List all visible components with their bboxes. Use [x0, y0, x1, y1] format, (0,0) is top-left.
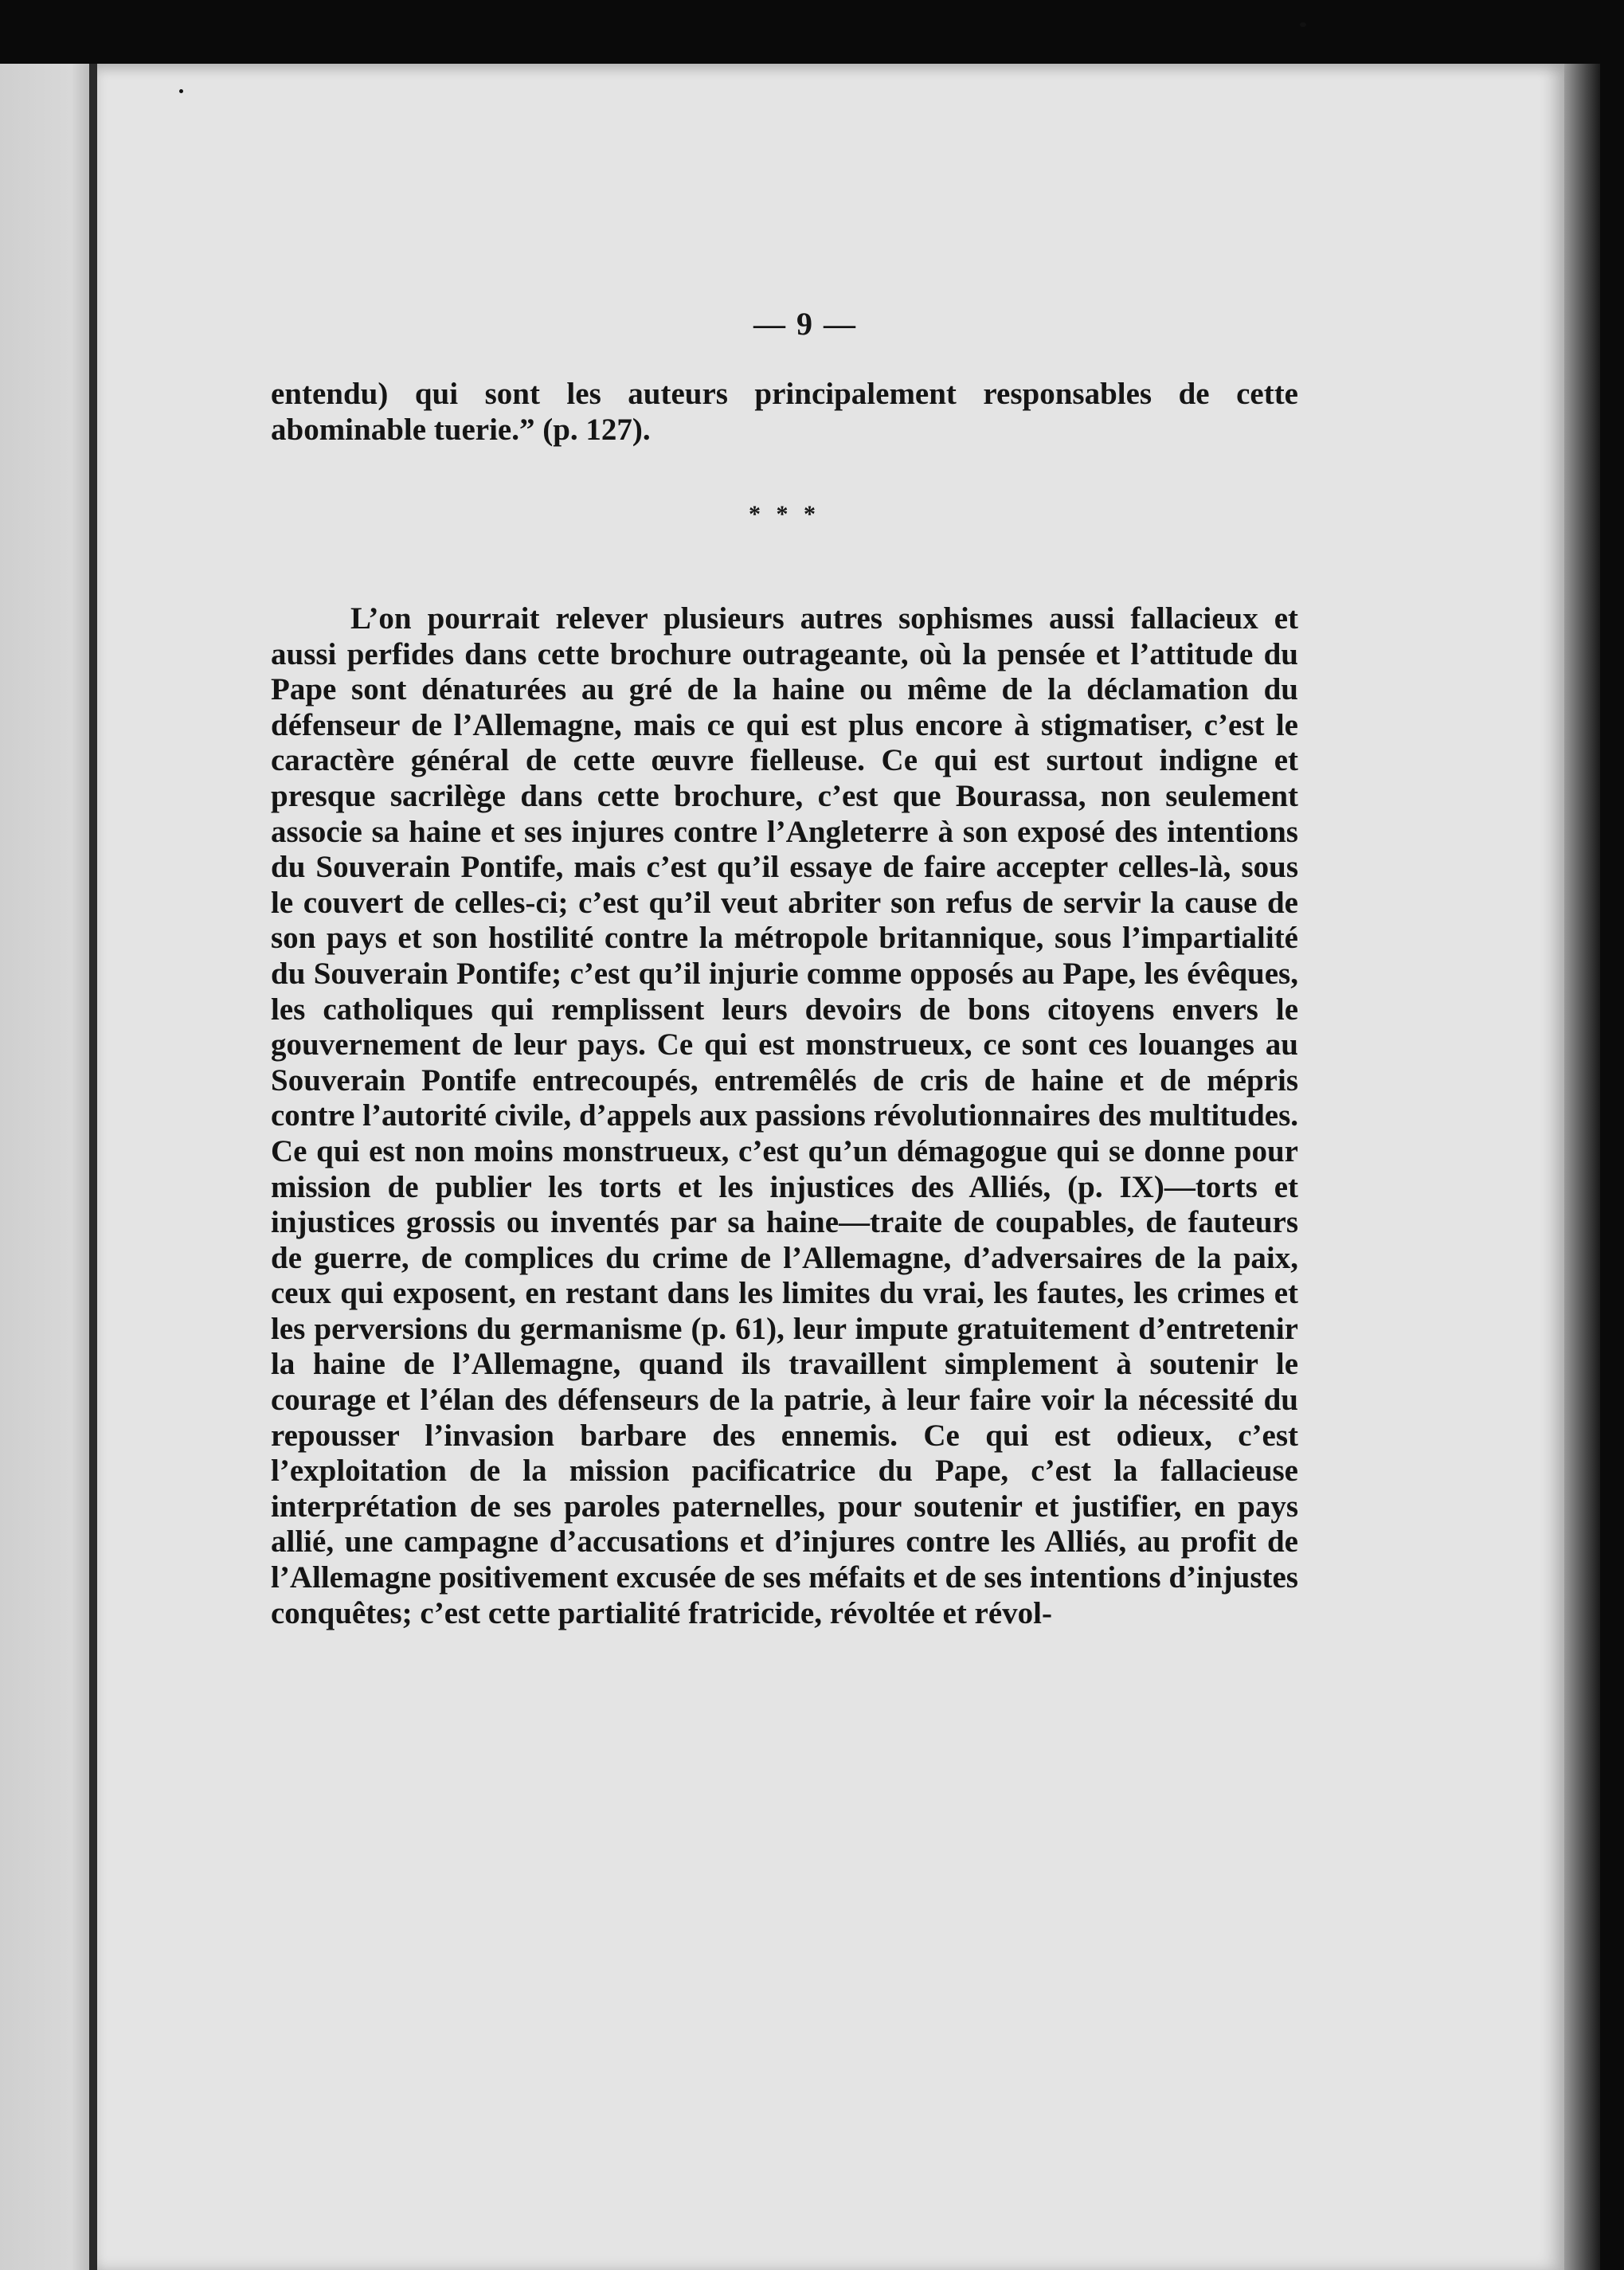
- page-number: — 9 —: [753, 306, 857, 342]
- page-shadow-edge: [1564, 64, 1600, 2270]
- body-paragraph: L’on pourrait relever plusieurs autres sophismes aussi fallacieux et aussi perfides dans cette brochure outrageante, où la pensée et l’attitude du Pape sont dénaturées au gré de la haine ou même de la déclamation du défenseur de l’Allemagne, mais ce qui est plus encore à stigmatiser, c’est le caractère général de cette œuvre fielleuse. Ce qui est surtout indigne et presque sacrilège dans cette brochure, c’est que Bourassa, non seulement associe sa haine et ses injures contre l’Angleterre à son exposé des intentions du Souverain Pontife, mais c’est qu’il essaye de faire accepter celles-là, sous le couvert de celles-ci; c’est qu’il veut abriter son refus de servir la cause de son pays et son hostilité contre la métropole britannique, sous l’impartialité du Souverain Pontife; c’est qu’il injurie comme opposés au Pape, les évêques, les catholiques qui remplissent leurs devoirs de bons citoyens envers le gouvernement de leur pays. Ce qui est monstrueux, ce sont ces louanges au Souverain Pontife entrecoupés, entremêlés de cris de haine et de mépris contre l’autorité civile, d’appels aux passions révolutionnaires des multitudes. Ce qui est non moins monstrueux, c’est qu’un démagogue qui se donne pour mission de publier les torts et les injustices des Alliés, (p. IX)—torts et injustices grossis ou inventés par sa haine—traite de coupables, de fauteurs de guerre, de complices du crime de l’Allemagne, d’adversaires de la paix, ceux qui exposent, en restant dans les limites du vrai, les fautes, les crimes et les perversions du germanisme (p. 61), leur impute gratuitement d’entretenir la haine de l’Allemagne, quand ils travaillent simplement à soutenir le courage et l’élan des défenseurs de la patrie, à leur faire voir la nécessité du repousser l’invasion barbare des ennemis. Ce qui est odieux, c’est l’exploitation de la mission pacificatrice du Pape, c’est la fallacieuse interprétation de ses paroles paternelles, pour soutenir et justifier, en pays allié, une campagne d’accusations et d’injures contre les Alliés, au profit de l’Allemagne positivement excusée de ses méfaits et de ses intentions d’injustes conquêtes; c’est cette partialité fratricide, révoltée et révol-: [271, 601, 1298, 1630]
- scan-speck: [1300, 22, 1306, 27]
- facing-page-edge: [0, 64, 89, 2270]
- section-separator: * * *: [749, 501, 820, 527]
- book-gutter: [89, 64, 97, 2270]
- scan-speck: [179, 89, 183, 93]
- continued-paragraph: entendu) qui sont les auteurs principalement responsables de cette abominable tuerie.” (p. 127).: [271, 377, 1298, 447]
